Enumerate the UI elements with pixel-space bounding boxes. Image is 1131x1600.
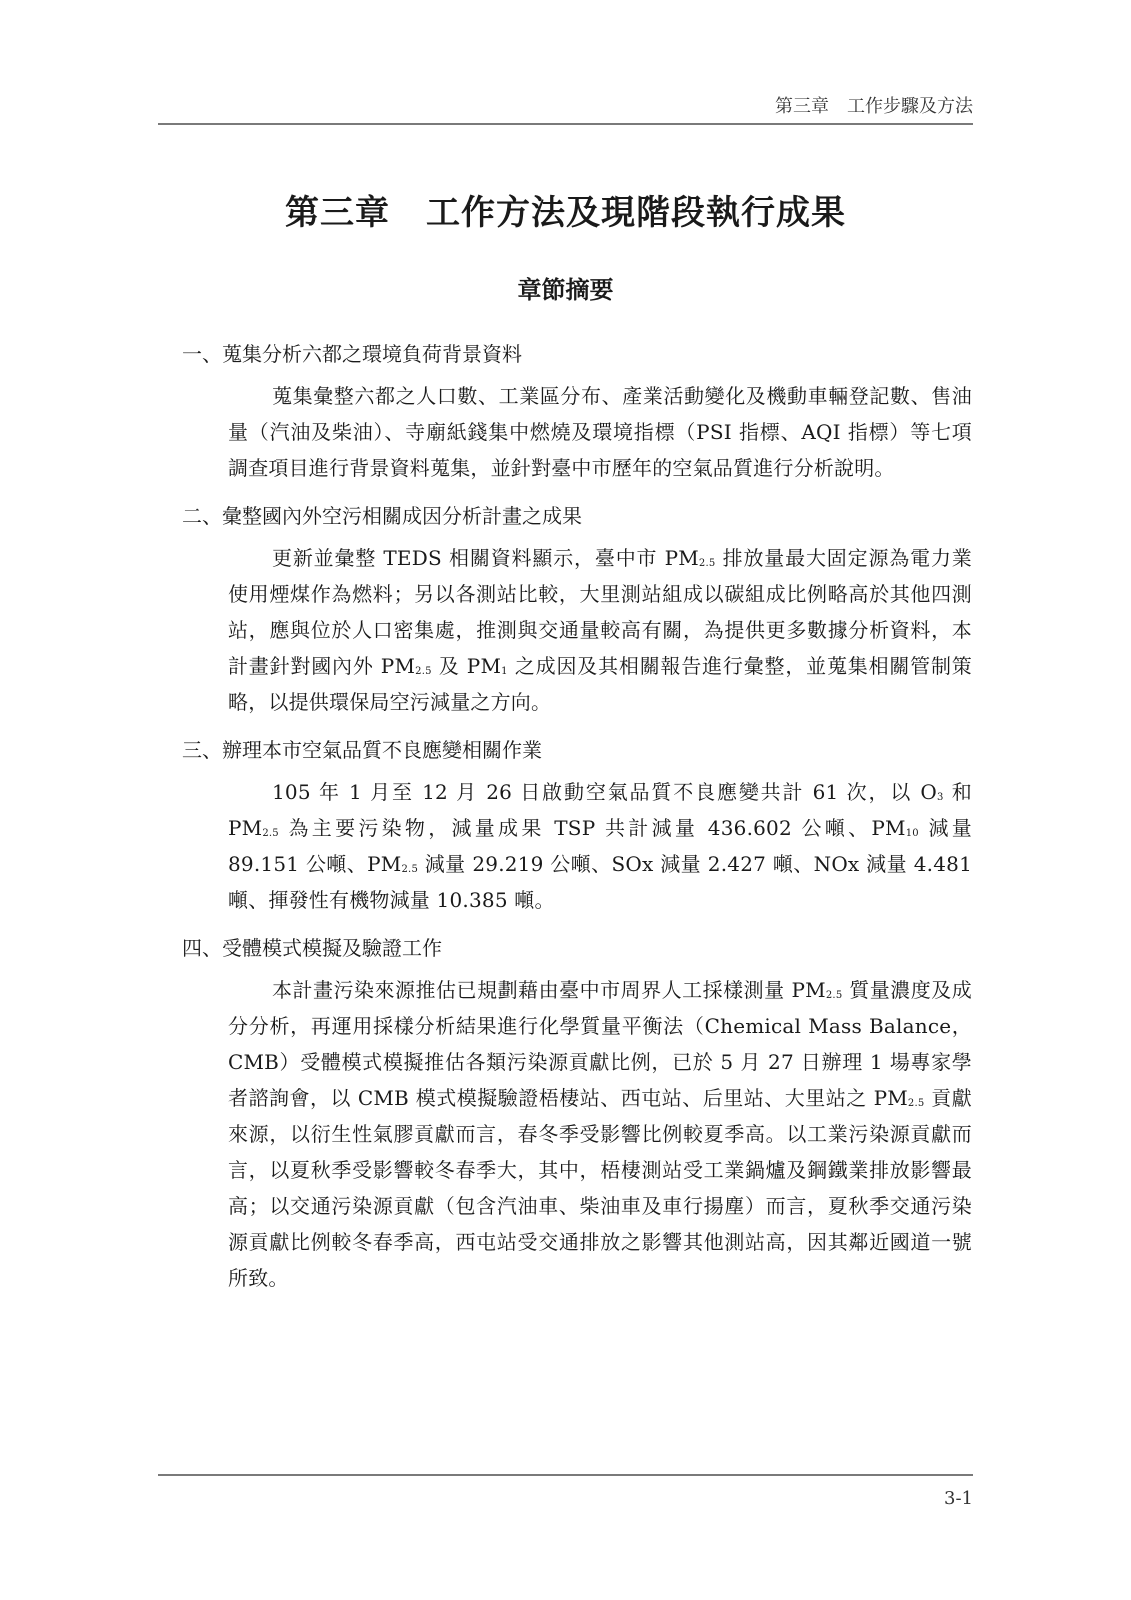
section-4-heading: 四、受體模式模擬及驗證工作 [182, 936, 442, 960]
section-1-heading: 一、蒐集分析六都之環境負荷背景資料 [182, 342, 522, 366]
section-2-paragraph: 更新並彙整 TEDS 相關資料顯示，臺中市 $PM_{2.5}$ 排放量最大固定源為電力業使用煙煤作為燃料；另以各測站比較，大里測站組成以碳組成比例略高於其他四測站，應與位於人口密集處，推測與交通量較高有關，為提供更多數據分析資料，本計畫針對國內外 $PM_{2.5}$ 及 $PM_1$ 之成因及其相關報告進行彙整，並蒐集相關管制策略，以提供環保局空污減量之方向。 [228, 546, 972, 714]
section-3-paragraph: 105 年 1 月至 12 月 26 日啟動空氣品質不良應變共計 61 次，以 $O_3$ 和 $PM_{2.5}$ 為主要污染物，減量成果 TSP 共計減量 436.602 公噸、$PM_{10}$ 減量 89.151 公噸、$PM_{2.5}$ 減量 29.219 公噸、SOx 減量 2.427 噸、NOx 減量 4.481 噸、揮發性有機物減量 10.385 噸。 [228, 780, 972, 912]
footer-rule [158, 1474, 973, 1476]
section-3-heading: 三、辦理本市空氣品質不良應變相關作業 [182, 738, 542, 762]
chapter-title-text: 工作方法及現階段執行成果 [426, 193, 846, 233]
document-body [182, 336, 972, 1308]
chapter-title [158, 185, 973, 234]
page-number: 3-1 [944, 1488, 973, 1509]
header-rule [158, 123, 973, 125]
chapter-number: 第三章 [285, 193, 390, 233]
section-4-paragraph: 本計畫污染來源推估已規劃藉由臺中市周界人工採樣測量 $PM_{2.5}$ 質量濃度及成分分析，再運用採樣分析結果進行化學質量平衡法（Chemical Mass Balance，CMB）受體模式模擬推估各類污染源貢獻比例，已於 5 月 27 日辦理 1 場專家學者諮詢會，以 CMB 模式模擬驗證梧棲站、西屯站、后里站、大里站之 $PM_{2.5}$ 貢獻來源，以衍生性氣膠貢獻而言，春冬季受影響比例較夏季高。以工業污染源貢獻而言，以夏秋季受影響較冬春季大，其中，梧棲測站受工業鍋爐及鋼鐵業排放影響最高；以交通污染源貢獻（包含汽油車、柴油車及車行揚塵）而言，夏秋季交通污染源貢獻比例較冬春季高，西屯站受交通排放之影響其他測站高，因其鄰近國道一號所致。 [228, 978, 972, 1290]
summary-heading: 章節摘要 [517, 276, 614, 304]
section-2-heading: 二、彙整國內外空污相關成因分析計畫之成果 [182, 504, 582, 528]
running-header: 第三章 工作步驟及方法 [775, 96, 973, 117]
section-1-paragraph: 蒐集彙整六都之人口數、工業區分布、產業活動變化及機動車輛登記數、售油量（汽油及柴油）、寺廟紙錢集中燃燒及環境指標（PSI 指標、AQI 指標）等七項調查項目進行背景資料蒐集，並針對臺中市歷年的空氣品質進行分析說明。 [228, 384, 972, 480]
